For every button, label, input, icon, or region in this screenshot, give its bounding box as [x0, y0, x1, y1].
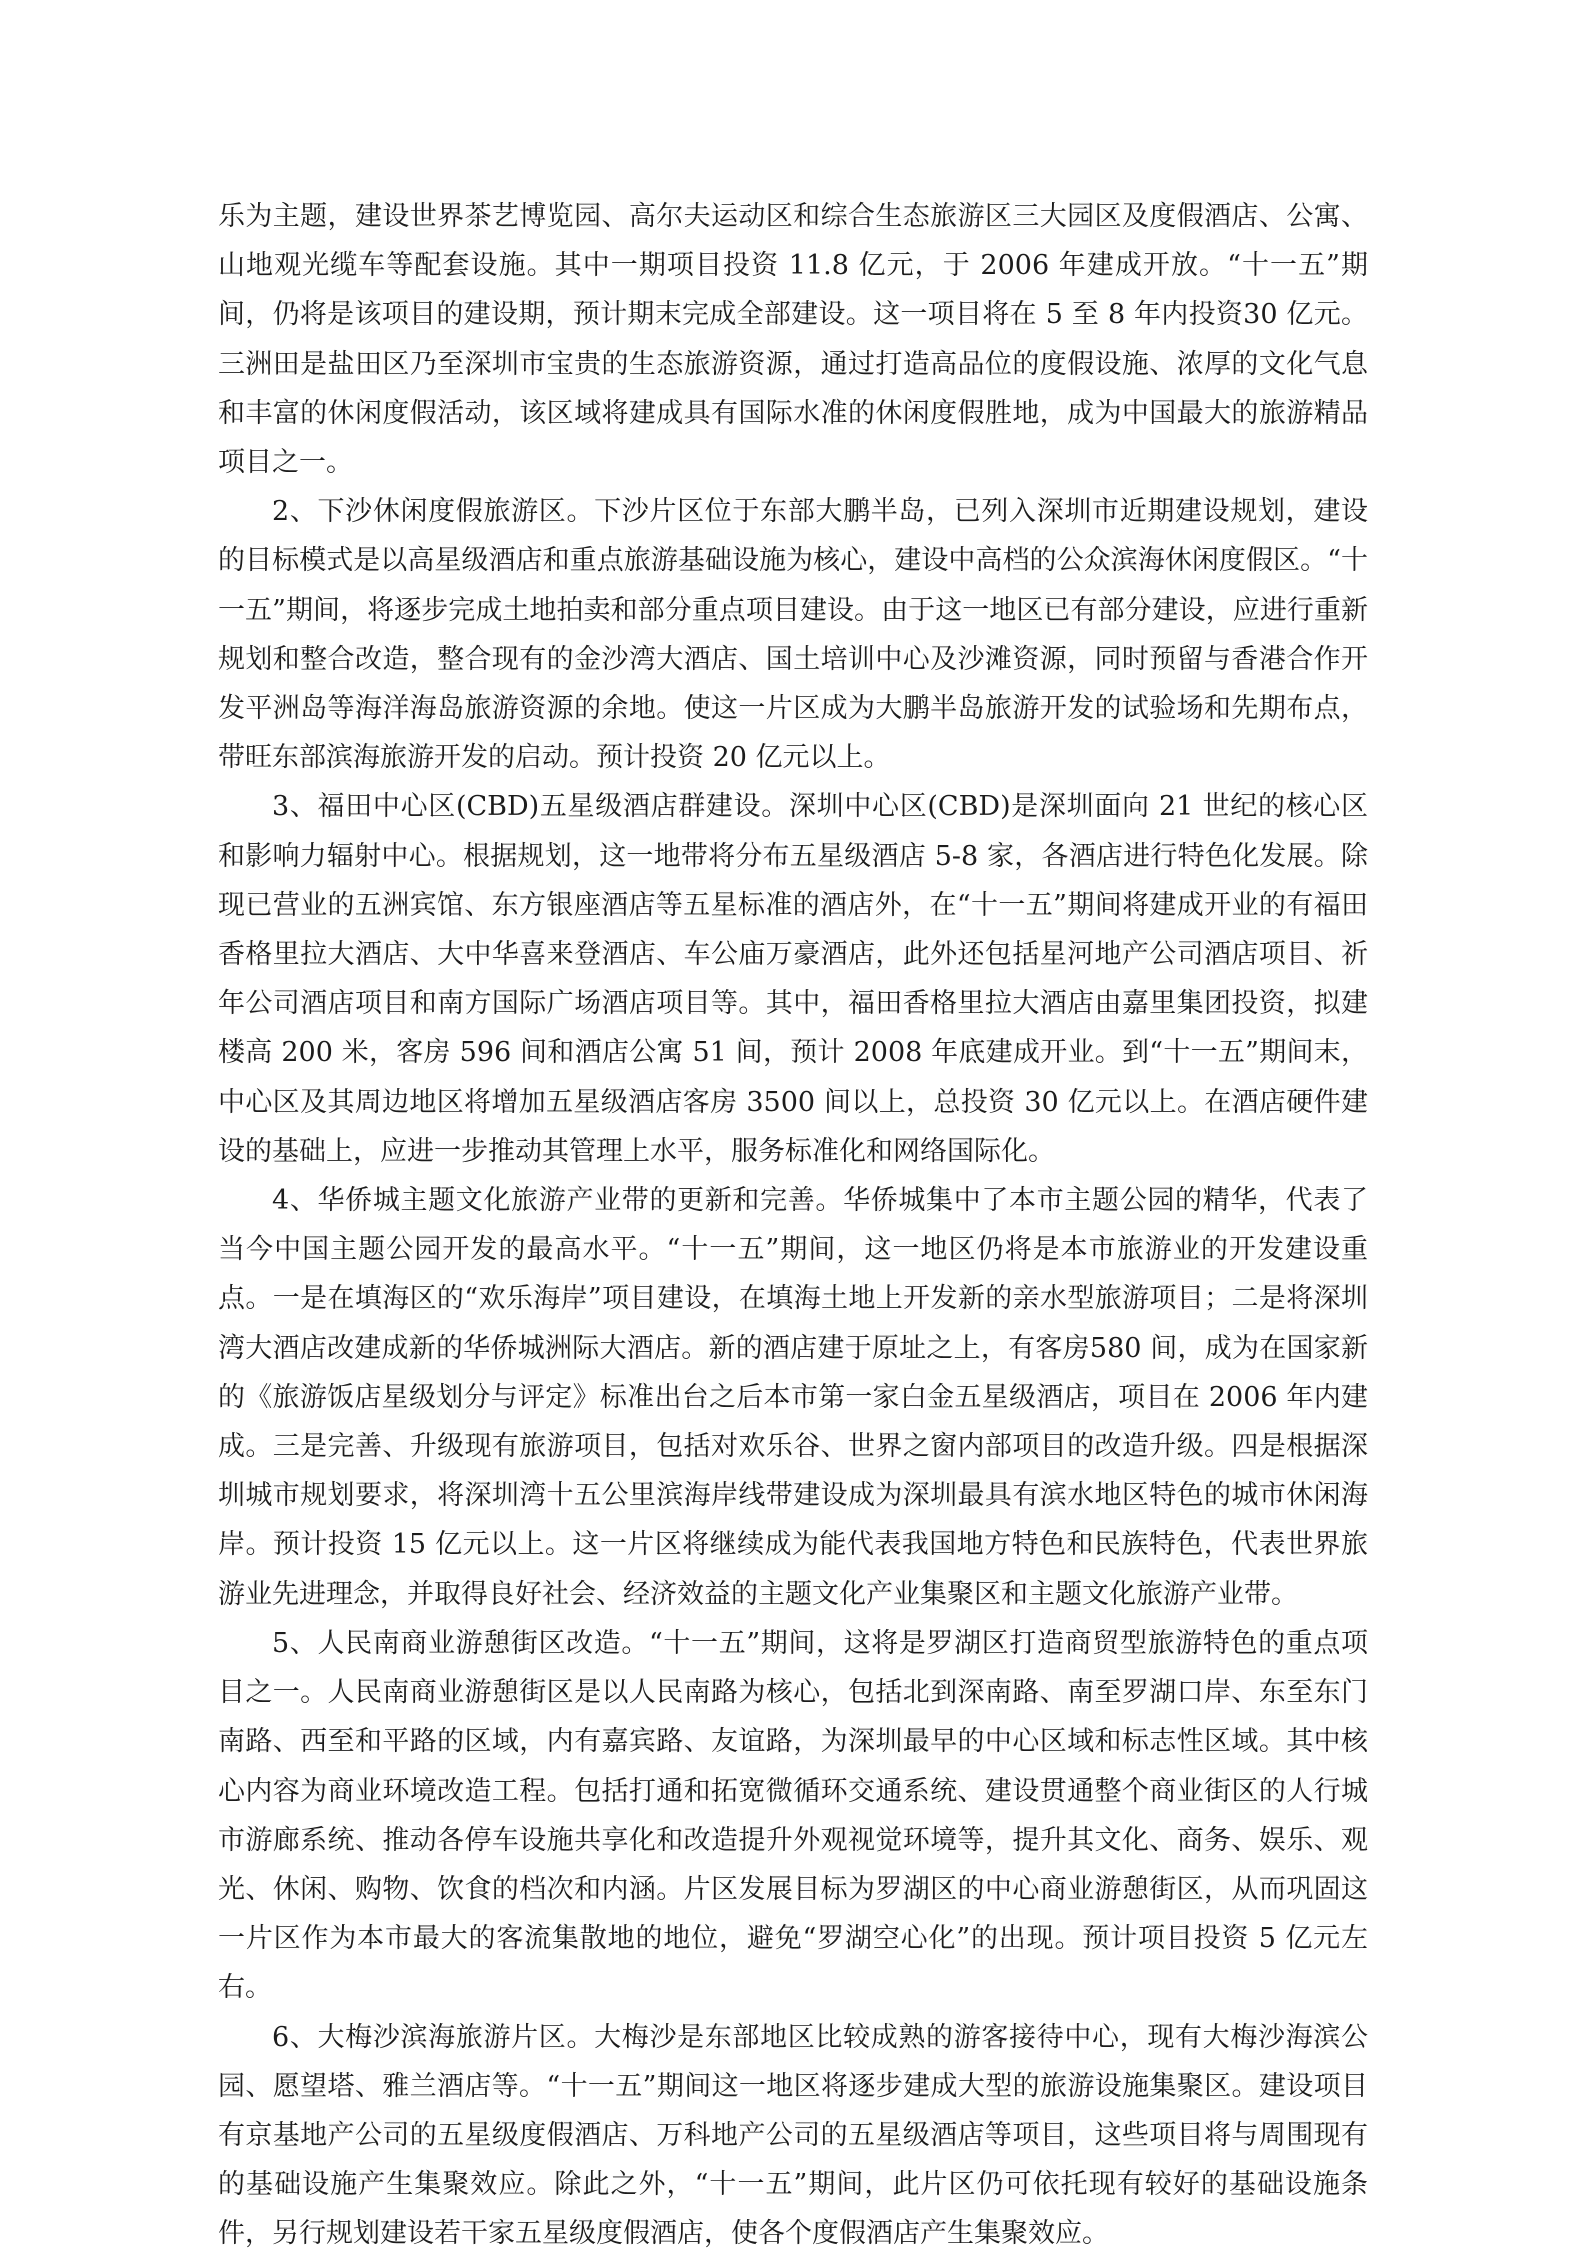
- paragraph-4: 4、华侨城主题文化旅游产业带的更新和完善。华侨城集中了本市主题公园的精华，代表了当今中国主题公园开发的最高水平。“十一五”期间，这一地区仍将是本市旅游业的开发建设重点。一是在填海区的“欢乐海岸”项目建设，在填海土地上开发新的亲水型旅游项目；二是将深圳湾大酒店改建成新的华侨城洲际大酒店。新的酒店建于原址之上，有客房580 间，成为在国家新的《旅游饭店星级划分与评定》标准出台之后本市第一家白金五星级酒店，项目在 2006 年内建成。三是完善、升级现有旅游项目，包括对欢乐谷、世界之窗内部项目的改造升级。四是根据深圳城市规划要求，将深圳湾十五公里滨海岸线带建设成为深圳最具有滨水地区特色的城市休闲海岸。预计投资 15 亿元以上。这一片区将继续成为能代表我国地方特色和民族特色，代表世界旅游业先进理念，并取得良好社会、经济效益的主题文化产业集聚区和主题文化旅游产业带。: [218, 1185, 1368, 1610]
- paragraph-1: 乐为主题，建设世界茶艺博览园、高尔夫运动区和综合生态旅游区三大园区及度假酒店、公寓、山地观光缆车等配套设施。其中一期项目投资 11.8 亿元，于 2006 年建成开放。“十一五”期间，仍将是该项目的建设期，预计期末完成全部建设。这一项目将在 5 至 8 年内投资30 亿元。三洲田是盐田区乃至深圳市宝贵的生态旅游资源，通过打造高品位的度假设施、浓厚的文化气息和丰富的休闲度假活动，该区域将建成具有国际水准的休闲度假胜地，成为中国最大的旅游精品项目之一。: [218, 201, 1368, 479]
- paragraph-2: 2、下沙休闲度假旅游区。下沙片区位于东部大鹏半岛，已列入深圳市近期建设规划，建设的目标模式是以高星级酒店和重点旅游基础设施为核心，建设中高档的公众滨海休闲度假区。“十一五”期间，将逐步完成土地拍卖和部分重点项目建设。由于这一地区已有部分建设，应进行重新规划和整合改造，整合现有的金沙湾大酒店、国土培训中心及沙滩资源，同时预留与香港合作开发平洲岛等海洋海岛旅游资源的余地。使这一片区成为大鹏半岛旅游开发的试验场和先期布点，带旺东部滨海旅游开发的启动。预计投资 20 亿元以上。: [218, 496, 1368, 774]
- paragraph-3: 3、福田中心区(CBD)五星级酒店群建设。深圳中心区(CBD)是深圳面向 21 世纪的核心区和影响力辐射中心。根据规划，这一地带将分布五星级酒店 5-8 家，各酒店进行特色化发展。除现已营业的五洲宾馆、东方银座酒店等五星标准的酒店外，在“十一五”期间将建成开业的有福田香格里拉大酒店、大中华喜来登酒店、车公庙万豪酒店，此外还包括星河地产公司酒店项目、祈年公司酒店项目和南方国际广场酒店项目等。其中，福田香格里拉大酒店由嘉里集团投资，拟建楼高 200 米，客房 596 间和酒店公寓 51 间，预计 2008 年底建成开业。到“十一五”期间末，中心区及其周边地区将增加五星级酒店客房 3500 间以上，总投资 30 亿元以上。在酒店硬件建设的基础上，应进一步推动其管理上水平，服务标准化和网络国际化。: [218, 791, 1368, 1167]
- document-body: [218, 192, 1368, 2259]
- paragraph-5: 5、人民南商业游憩街区改造。“十一五”期间，这将是罗湖区打造商贸型旅游特色的重点项目之一。人民南商业游憩街区是以人民南路为核心，包括北到深南路、南至罗湖口岸、东至东门南路、西至和平路的区域，内有嘉宾路、友谊路，为深圳最早的中心区域和标志性区域。其中核心内容为商业环境改造工程。包括打通和拓宽微循环交通系统、建设贯通整个商业街区的人行城市游廊系统、推动各停车设施共享化和改造提升外观视觉环境等，提升其文化、商务、娱乐、观光、休闲、购物、饮食的档次和内涵。片区发展目标为罗湖区的中心商业游憩街区，从而巩固这一片区作为本市最大的客流集散地的地位，避免“罗湖空心化”的出现。预计项目投资 5 亿元左右。: [218, 1627, 1368, 2004]
- paragraph-6: 6、大梅沙滨海旅游片区。大梅沙是东部地区比较成熟的游客接待中心，现有大梅沙海滨公园、愿望塔、雅兰酒店等。“十一五”期间这一地区将逐步建成大型的旅游设施集聚区。建设项目有京基地产公司的五星级度假酒店、万科地产公司的五星级酒店等项目，这些项目将与周围现有的基础设施产生集聚效应。除此之外，“十一五”期间，此片区仍可依托现有较好的基础设施条件，另行规划建设若干家五星级度假酒店，使各个度假酒店产生集聚效应。: [218, 2021, 1368, 2250]
